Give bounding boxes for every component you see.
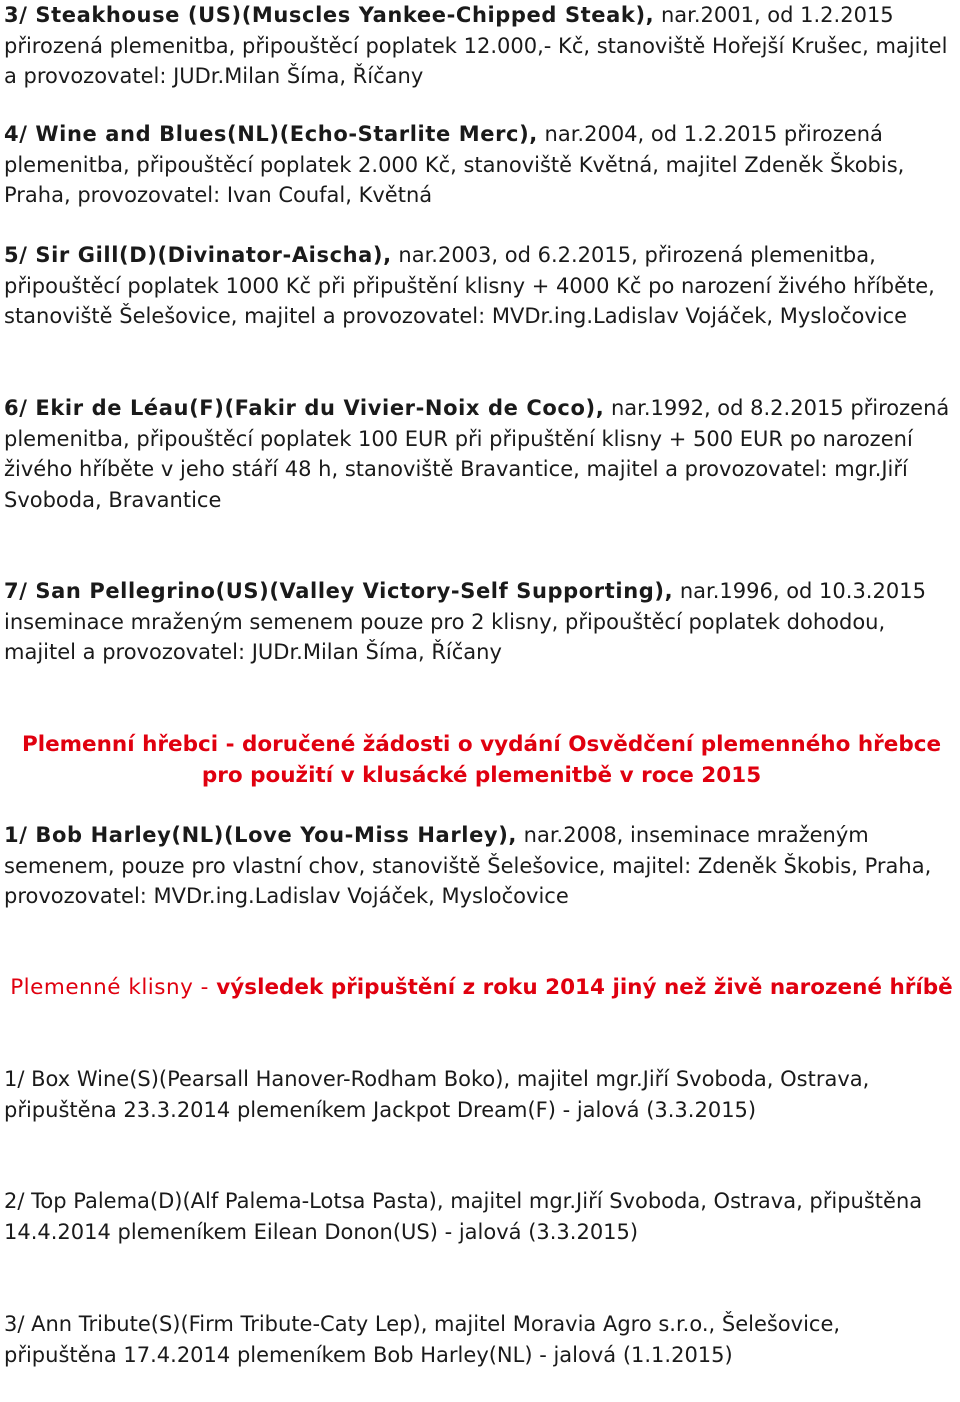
section-heading-mares [4, 973, 959, 1004]
stallion-name: 7/ San Pellegrino(US)(Valley Victory-Self Supporting), [4, 579, 674, 603]
stallion-details: nar.2004, od 1.2.2015 přirozená plemenitba, připouštěcí poplatek 2.000 Kč, stanoviště Květná, majitel Zdeněk Škobis, Praha, provozovatel: Ivan Coufal, Květná [4, 122, 905, 208]
stallion-details: nar.2003, od 6.2.2015, přirozená plemenitba, připouštěcí poplatek 1000 Kč při připuštění klisny + 4000 Kč po narození živého hříběte, stanoviště Šelešovice, majitel a provozovatel: MVDr.ing.Ladislav Vojáček, Mysločovice [4, 243, 935, 329]
heading-prefix: Plemenné klisny - [10, 975, 217, 1000]
stallion-name: 1/ Bob Harley(NL)(Love You-Miss Harley), [4, 823, 517, 847]
stallion-entry-7 [4, 576, 959, 668]
stallion-entry-4 [4, 119, 959, 211]
heading-rest: výsledek připuštění z roku 2014 jiný než živě narozené hříbě [216, 975, 953, 1000]
stallion-entry-bob-harley [4, 820, 959, 912]
stallion-details: nar.1992, od 8.2.2015 přirozená plemenitba, připouštěcí poplatek 100 EUR při připuštění klisny + 500 EUR po narození živého hříběte v jeho stáří 48 h, stanoviště Bravantice, majitel a provozovatel: mgr.Jiří Svoboda, Bravantice [4, 396, 950, 512]
section-heading-stallions: Plemenní hřebci - doručené žádosti o vydání Osvědčení plemenného hřebce pro použití v klusácké plemenitbě v roce 2015 [21, 732, 942, 788]
stallion-name: 6/ Ekir de Léau(F)(Fakir du Vivier-Noix de Coco), [4, 396, 605, 420]
stallion-details: nar.2008, inseminace mraženým semenem, pouze pro vlastní chov, stanoviště Šelešovice, majitel: Zdeněk Škobis, Praha, provozovatel: MVDr.ing.Ladislav Vojáček, Mysločovice [4, 823, 932, 909]
mare-entry-1: 1/ Box Wine(S)(Pearsall Hanover-Rodham Boko), majitel mgr.Jiří Svoboda, Ostrava, připuštěna 23.3.2014 plemeníkem Jackpot Dream(F) - jalová (3.3.2015) [4, 1067, 870, 1122]
stallion-name: 5/ Sir Gill(D)(Divinator-Aischa), [4, 243, 392, 267]
mare-entry-2: 2/ Top Palema(D)(Alf Palema-Lotsa Pasta), majitel mgr.Jiří Svoboda, Ostrava, připuštěna 14.4.2014 plemeníkem Eilean Donon(US) - jalová (3.3.2015) [4, 1189, 923, 1244]
stallion-entry-5 [4, 240, 959, 332]
stallion-details: nar.1996, od 10.3.2015 inseminace mraženým semenem pouze pro 2 klisny, připouštěcí poplatek dohodou, majitel a provozovatel: JUDr.Milan Šíma, Říčany [4, 579, 926, 665]
stallion-name: 3/ Steakhouse (US)(Muscles Yankee-Chipped Steak), [4, 3, 655, 27]
stallion-name: 4/ Wine and Blues(NL)(Echo-Starlite Merc), [4, 122, 538, 146]
stallion-details: nar.2001, od 1.2.2015 přirozená plemenitba, připouštěcí poplatek 12.000,- Kč, stanoviště Hořejší Krušec, majitel a provozovatel: JUDr.Milan Šíma, Říčany [4, 3, 948, 89]
stallion-entry-3 [4, 0, 959, 92]
mare-entry-3: 3/ Ann Tribute(S)(Firm Tribute-Caty Lep), majitel Moravia Agro s.r.o., Šelešovice, připuštěna 17.4.2014 plemeníkem Bob Harley(NL) - jalová (1.1.2015) [4, 1312, 841, 1367]
stallion-entry-6 [4, 393, 959, 515]
